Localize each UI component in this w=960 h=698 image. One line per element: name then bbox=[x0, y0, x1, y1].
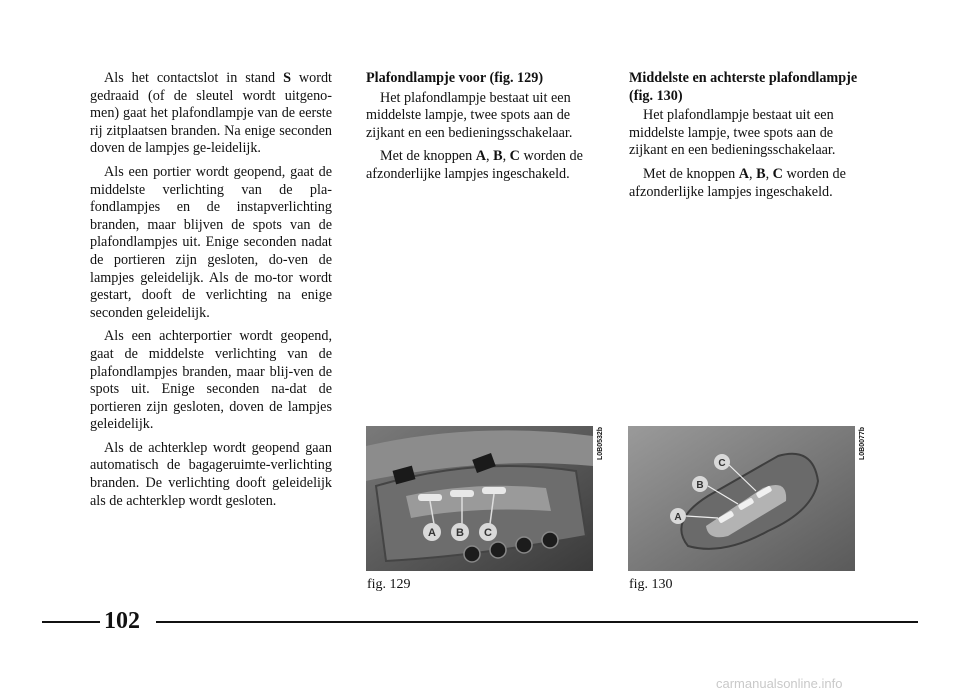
text-span: Als het contactslot in stand bbox=[104, 70, 284, 86]
text-bold: C bbox=[772, 165, 783, 182]
footer-rule-left bbox=[42, 621, 100, 623]
label-c: C bbox=[484, 527, 492, 539]
text-span: , bbox=[502, 148, 510, 165]
paragraph bbox=[90, 70, 332, 158]
text-span: wordt gedraaid (of de sleutel wordt uitgeno-men) gaat het plafondlampje van de eerste rij zitplaatsen branden. Na enige seconden doven de lampjes ge-leidelijk. bbox=[90, 70, 332, 157]
text-bold: A bbox=[738, 165, 749, 182]
text-span: worden de afzonderlijke lampjes ingeschakeld. bbox=[366, 148, 583, 182]
label-b: B bbox=[456, 527, 464, 539]
section-heading: Plafondlampje voor (fig. 129) bbox=[366, 70, 544, 86]
figure-130-photo bbox=[628, 426, 855, 571]
label-c: C bbox=[718, 458, 726, 469]
figure-caption: fig. 129 bbox=[367, 577, 411, 592]
paragraph bbox=[366, 148, 594, 183]
label-b: B bbox=[696, 480, 704, 491]
watermark: carmanualsonline.info bbox=[716, 676, 843, 691]
text-column-2 bbox=[366, 70, 594, 190]
text-span: , bbox=[486, 148, 494, 165]
paragraph bbox=[629, 166, 861, 201]
text-span: , bbox=[765, 165, 773, 182]
text-column-1 bbox=[90, 70, 332, 516]
section-heading: Middelste en achterste plafondlampje (fig. 130) bbox=[629, 70, 858, 104]
paragraph: Het plafondlampje bestaat uit een middelste lampje, twee spots aan de zijkant en een bedieningsschakelaar. bbox=[366, 89, 573, 141]
figure-129-photo bbox=[366, 426, 593, 571]
paragraph: Het plafondlampje bestaat uit een middelste lampje, twee spots aan de zijkant en een bedieningsschakelaar. bbox=[629, 107, 836, 159]
page-number: 102 bbox=[104, 608, 140, 634]
front-ceiling-lamp-illustration bbox=[366, 426, 593, 571]
label-a: A bbox=[428, 527, 436, 539]
text-span: Met de knoppen bbox=[643, 165, 739, 182]
text-span: worden de afzonderlijke lampjes ingeschakeld. bbox=[629, 165, 846, 200]
text-bold: B bbox=[493, 148, 503, 165]
footer-rule-right bbox=[156, 621, 918, 623]
text-bold: C bbox=[509, 148, 520, 165]
paragraph: Als de achterklep wordt geopend gaan automatisch de bagageruimte-verlichting branden. De verlichting dooft geleidelijk als de achterklep wordt gesloten. bbox=[90, 439, 332, 509]
figure-code: L0B0532b bbox=[597, 426, 604, 460]
text-span: , bbox=[749, 165, 757, 182]
text-bold: S bbox=[283, 70, 291, 86]
figure-caption: fig. 130 bbox=[629, 577, 673, 592]
paragraph: Als een portier wordt geopend, gaat de middelste verlichting van de pla-fondlampjes en de instapverlichting branden, maar blijven de spots van de plafondlampjes uit. Enige seconden nadat de portieren zijn gesloten, do-ven de lampjes geleidelijk. Als de mo-tor wordt gestart, dooft de verlichting na enige seconden geleidelijk. bbox=[90, 163, 332, 321]
text-bold: B bbox=[756, 165, 766, 182]
figure-code: L0B0077b bbox=[859, 426, 866, 460]
text-column-3 bbox=[629, 70, 861, 207]
paragraph: Als een achterportier wordt geopend, gaat de middelste verlichting van de plafondlampjes branden, maar blij-ven de spots uit. Enige seconden na-dat de portieren zijn gesloten, doven de lampjes geleidelijk. bbox=[90, 328, 332, 433]
text-bold: A bbox=[475, 148, 486, 165]
label-a: A bbox=[674, 512, 682, 523]
text-span: Met de knoppen bbox=[380, 148, 476, 165]
rear-ceiling-lamp-illustration bbox=[628, 426, 855, 571]
